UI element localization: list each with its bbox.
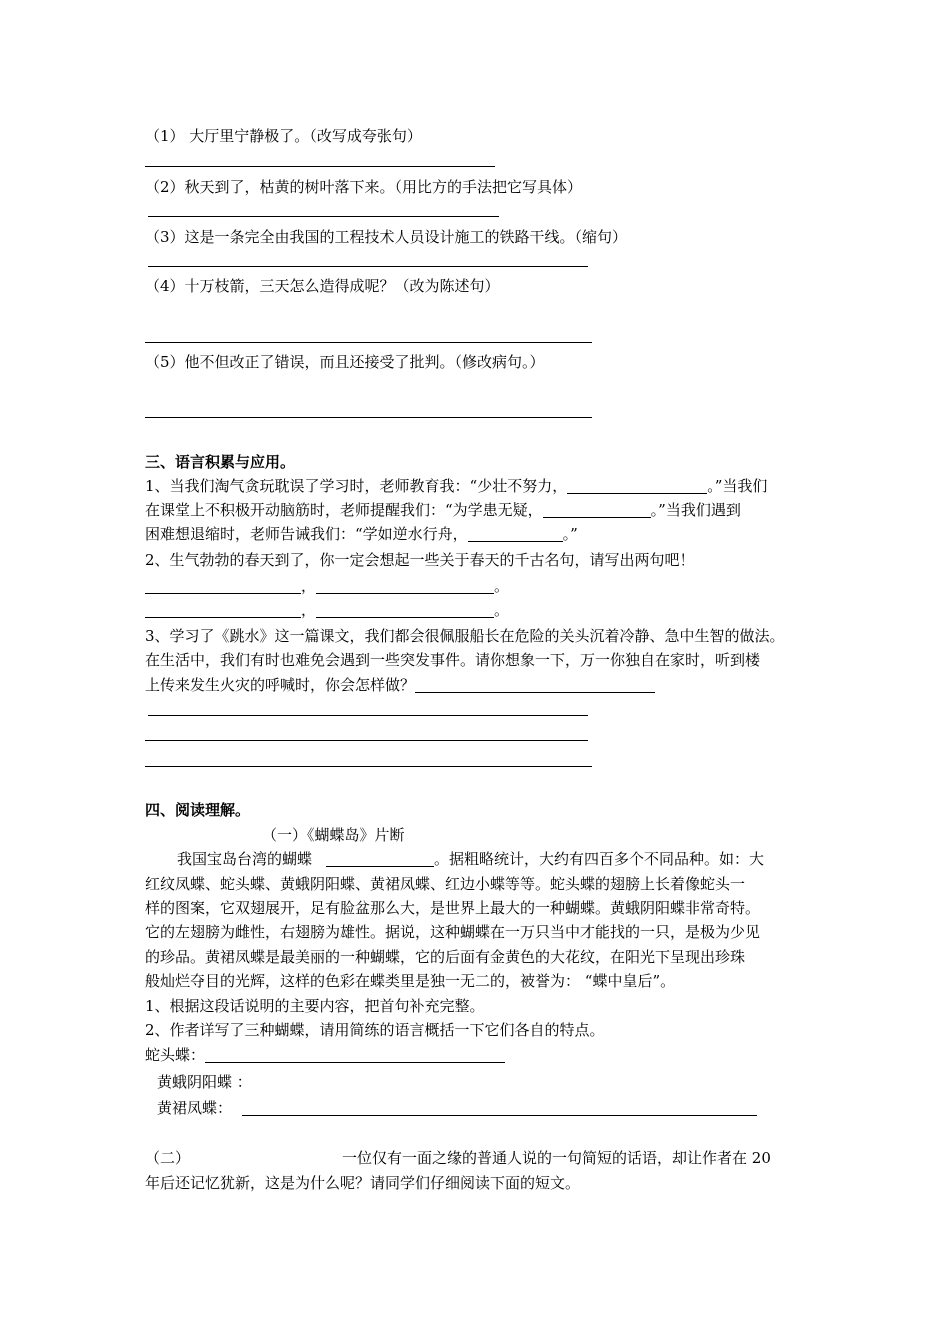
s3-p3-line2: 在生活中，我们有时也难免会遇到一些突发事件。请你想象一下，万一你独自在家时，听到楼	[145, 651, 761, 669]
blank[interactable]	[145, 601, 301, 618]
passage-line1: 我国宝岛台湾的蝴蝶 。据粗略统计，大约有四百多个不同品种。如：大	[177, 850, 765, 868]
answer-line[interactable]	[148, 266, 588, 267]
s4-q1: 1、根据这段话说明的主要内容，把首句补充完整。	[145, 997, 485, 1015]
q3-text: （3）这是一条完全由我国的工程技术人员设计施工的铁路干线。（缩句）	[145, 228, 628, 246]
blank[interactable]	[316, 601, 494, 618]
q4-text: （4）十万枝箭，三天怎么造得成呢？（改为陈述句）	[145, 277, 500, 295]
s4-q2: 2、作者详写了三种蝴蝶，请用简练的语言概括一下它们各自的特点。	[145, 1021, 605, 1039]
s3-p2: 2、生气勃勃的春天到了，你一定会想起一些关于春天的千古名句，请写出两句吧！	[145, 551, 695, 569]
s3-p1-line2: 在课堂上不积极开动脑筋时，老师提醒我们：“为学患无疑， 。”当我们遇到	[145, 501, 741, 519]
passage-line5: 的珍品。黄裙凤蝶是最美丽的一种蝴蝶，它的后面有金黄色的大花纹，在阳光下呈现出珍珠	[145, 948, 746, 966]
q1-text: （1） 大厅里宁静极了。（改写成夸张句）	[145, 127, 422, 145]
section3-heading: 三、语言积累与应用。	[145, 453, 296, 471]
passage-line4: 它的左翅膀为雌性，右翅膀为雄性。据说，这种蝴蝶在一万只当中才能找的一只，是极为少见	[145, 923, 761, 941]
s3-p3-line3: 上传来发生火灾的呼喊时，你会怎样做？	[145, 675, 655, 695]
s3-p1-line1: 1、当我们淘气贪玩耽误了学习时，老师教育我：“少壮不努力， 。”当我们	[145, 477, 768, 495]
blank[interactable]	[543, 501, 651, 518]
label-qun-butterfly: 黄裙凤蝶：	[157, 1098, 757, 1118]
blank[interactable]	[567, 477, 707, 494]
answer-line[interactable]	[148, 216, 499, 217]
passage-line3: 样的图案，它双翅展开，足有脸盆那么大，是世界上最大的一种蝴蝶。黄蛾阴阳蝶非常奇特。	[145, 899, 761, 917]
blank[interactable]	[468, 525, 563, 542]
q5-text: （5）他不但改正了错误，而且还接受了批判。（修改病句。）	[145, 353, 545, 371]
s3-p3-line1: 3、学习了《跳水》这一篇课文，我们都会很佩服船长在危险的关头沉着冷静、急中生智的做法。	[145, 627, 785, 645]
blank[interactable]	[316, 577, 494, 594]
blank[interactable]	[205, 1046, 505, 1063]
passage-line6: 般灿烂夺目的光辉，这样的色彩在蝶类里是独一无二的，被誉为： “蝶中皇后”。	[145, 972, 676, 990]
label-snake-butterfly: 蛇头蝶：	[145, 1045, 505, 1065]
passage-title: （一）《蝴蝶岛》片断	[262, 826, 405, 844]
blank[interactable]	[415, 676, 655, 693]
s3-p1-line3: 困难想退缩时，老师告诫我们：“学如逆水行舟， 。”	[145, 525, 578, 543]
part2-label: （二）	[145, 1149, 191, 1167]
blank[interactable]	[326, 850, 434, 867]
answer-line[interactable]	[145, 342, 592, 343]
part2-intro-line2: 年后还记忆犹新，这是为什么呢？请同学们仔细阅读下面的短文。	[145, 1174, 581, 1192]
answer-line[interactable]	[145, 166, 495, 167]
s3-p2-blanks1: ， 。	[145, 576, 509, 596]
blank[interactable]	[145, 577, 301, 594]
passage-line2: 红纹凤蝶、蛇头蝶、黄蛾阴阳蝶、黄裙凤蝶、红边小蝶等等。蛇头蝶的翅膀上长着像蛇头一	[145, 875, 746, 893]
answer-line[interactable]	[145, 417, 592, 418]
part2-intro-line1: 一位仅有一面之缘的普通人说的一句简短的话语，却让作者在 20	[342, 1149, 771, 1167]
s3-p2-blanks2: ， 。	[145, 600, 509, 620]
q2-text: （2）秋天到了，枯黄的树叶落下来。（用比方的手法把它写具体）	[145, 178, 583, 196]
label-yinyang-butterfly: 黄蛾阴阳蝶 ：	[157, 1073, 252, 1091]
section4-heading: 四、阅读理解。	[145, 801, 251, 819]
blank[interactable]	[242, 1099, 757, 1116]
answer-line[interactable]	[148, 715, 588, 716]
answer-line[interactable]	[145, 766, 592, 767]
answer-line[interactable]	[145, 740, 588, 741]
